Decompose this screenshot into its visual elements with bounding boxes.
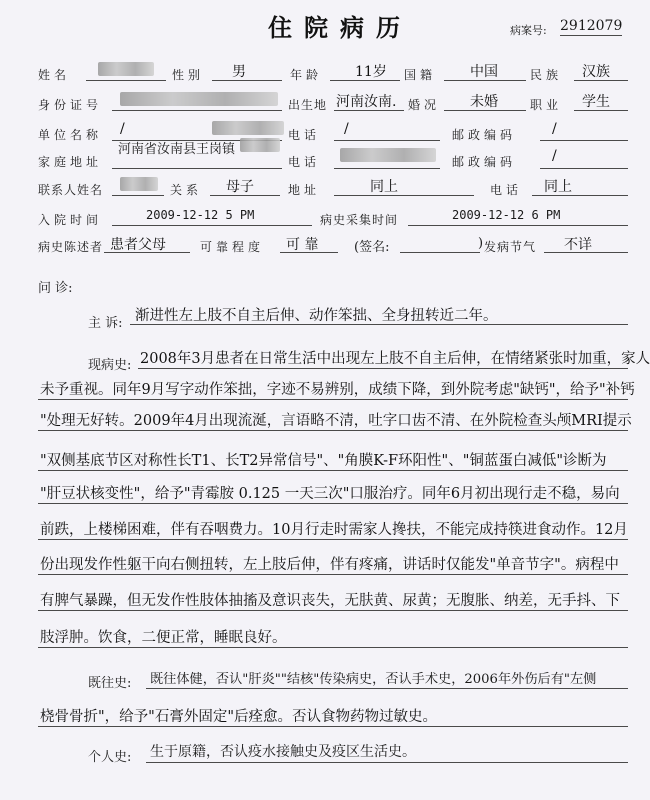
chief-complaint-text: 渐进性左上肢不自主后伸、动作笨拙、全身扭转近二年。 [135, 308, 498, 324]
signature-label: (签名: [354, 240, 390, 255]
phone-value-3: 同上 [544, 179, 572, 195]
home-address-value: 河南省汝南县王岗镇 [118, 142, 236, 157]
contact-address-value: 同上 [370, 179, 398, 195]
present-illness-line: "双侧基底节区对称性长T1、长T2异常信号"、"角膜K-F环阳性"、"铜蓝蛋白减低"诊断为 [40, 453, 607, 469]
birthplace-label: 出生地 [288, 98, 328, 112]
signature-close: ) [478, 236, 484, 251]
chief-complaint-label: 主 诉: [88, 316, 123, 331]
personal-history-text: 生于原籍，否认疫水接触史及疫区生活史。 [150, 744, 416, 760]
marital-value: 未婚 [470, 94, 498, 110]
inquiry-label: 问 诊: [38, 281, 73, 296]
onset-season-label: 发病节气 [484, 240, 537, 254]
contact-address-label: 地址 [288, 183, 321, 197]
employer-value: / [120, 121, 125, 137]
employer-label: 单位名称 [38, 128, 103, 142]
reliability-label: 可靠程度 [200, 240, 265, 254]
ethnicity-label: 民族 [530, 68, 563, 82]
collect-time-value: 2009-12-12 6 PM [452, 208, 561, 222]
name-label: 姓名 [38, 68, 71, 82]
collect-time-label: 病史采集时间 [320, 213, 399, 227]
present-illness-line: "肝豆状核变性"，给予"青霉胺 0.125 一天三次"口服治疗。同年6月初出现行走不稳，易向 [40, 486, 620, 502]
present-illness-line: 未予重视。同年9月写字动作笨拙，字迹不易辨别，成绩下降，到外院考虑"缺钙"，给予"补钙 [40, 382, 635, 398]
relation-value: 母子 [226, 179, 254, 195]
present-illness-line: 2008年3月患者在日常生活中出现左上肢不自主后伸，在情绪紧张时加重，家人 [140, 351, 650, 367]
admit-time-value: 2009-12-12 5 PM [146, 208, 255, 222]
postcode-value-2: / [552, 148, 557, 164]
admit-time-label: 入院时间 [38, 213, 103, 227]
contact-name-redacted [120, 177, 158, 191]
postcode-value-1: / [552, 121, 557, 137]
nationality-value: 中国 [470, 64, 498, 80]
home-address-label: 家庭地址 [38, 155, 103, 169]
age-value: 11岁 [355, 64, 387, 80]
phone-label-3: 电话 [490, 183, 523, 197]
phone-value-1: / [344, 121, 349, 137]
postcode-label-2: 邮政编码 [452, 155, 517, 169]
age-label: 年龄 [290, 68, 323, 82]
occupation-value: 学生 [582, 94, 610, 110]
past-history-line: 既往体健，否认"肝炎""结核"传染病史，否认手术史，2006年外伤后有"左侧 [150, 672, 597, 687]
past-history-label: 既往史: [88, 676, 132, 691]
present-illness-label: 现病史: [88, 358, 132, 373]
sex-label: 性别 [172, 68, 205, 82]
id-redacted [120, 92, 278, 106]
reliability-value: 可 靠 [286, 237, 319, 253]
phone-label: 电话 [288, 128, 321, 142]
present-illness-line: 肢浮肿。饮食，二便正常，睡眠良好。 [40, 630, 287, 646]
present-illness-line: 前跌，上楼梯困难，伴有吞咽费力。10月行走时需家人搀扶，不能完成持筷进食动作。12月 [40, 522, 628, 538]
birthplace-value: 河南汝南. [336, 94, 397, 110]
record-number-label: 病案号: [510, 24, 547, 37]
occupation-label: 职业 [530, 98, 563, 112]
present-illness-line: 有脾气暴躁，但无发作性肢体抽搐及意识丧失，无肤黄、尿黄；无腹胀、纳差，无手抖、下 [40, 593, 620, 609]
phone-label-2: 电话 [288, 155, 321, 169]
present-illness-line: "处理无好转。2009年4月出现流涎，言语略不清，吐字口齿不清、在外院检查头颅MRI提示 [40, 413, 632, 429]
ethnicity-value: 汉族 [582, 64, 610, 80]
narrator-value: 患者父母 [110, 237, 166, 253]
narrator-label: 病史陈述者 [38, 240, 104, 254]
sex-value: 男 [232, 64, 246, 80]
postcode-label: 邮政编码 [452, 128, 517, 142]
contact-name-label: 联系人姓名 [38, 183, 104, 197]
record-number: 2912079 [560, 18, 623, 34]
relation-label: 关系 [170, 183, 203, 197]
past-history-line: 桡骨骨折"，给予"石膏外固定"后痊愈。否认食物药物过敏史。 [40, 709, 438, 725]
employer-redacted [212, 121, 284, 135]
onset-season-value: 不详 [564, 237, 592, 253]
id-label: 身份证号 [38, 98, 103, 112]
nationality-label: 国籍 [404, 68, 437, 82]
page-title: 住院病历 [268, 13, 412, 42]
personal-history-label: 个人史: [88, 750, 132, 765]
home-address-redacted [240, 138, 280, 152]
marital-label: 婚况 [408, 98, 441, 112]
name-redacted [98, 62, 154, 76]
present-illness-line: 份出现发作性躯干向右侧扭转，左上肢后伸，伴有疼痛，讲话时仅能发"单音节字"。病程中 [40, 557, 619, 573]
phone-redacted [340, 148, 436, 162]
